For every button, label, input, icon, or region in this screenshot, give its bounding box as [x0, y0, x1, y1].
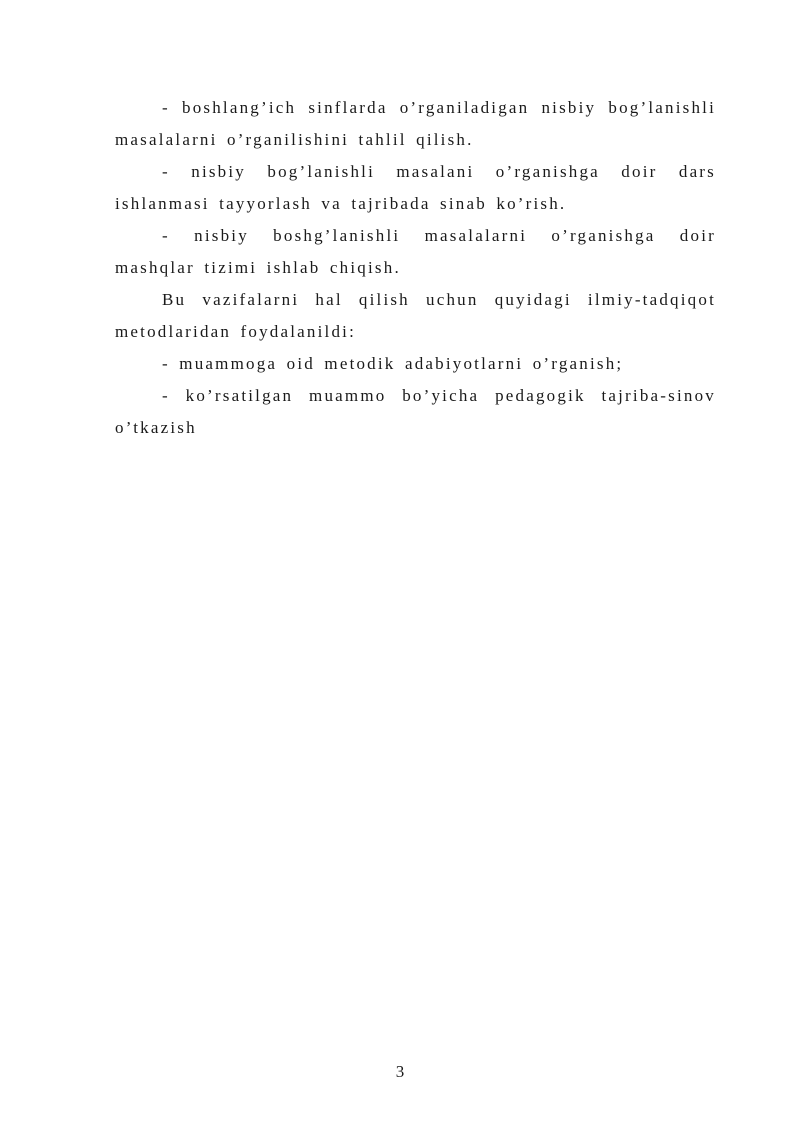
list-item-paragraph: - nisbiy boshg’lanishli masalalarni o’rganishga doir mashqlar tizimi ishlab chiqish.: [115, 226, 716, 277]
page-body: [115, 92, 716, 444]
body-paragraph: Bu vazifalarni hal qilish uchun quyidagi ilmiy-tadqiqot metodlaridan foydalanildi:: [115, 290, 716, 341]
page-number: 3: [395, 1062, 405, 1081]
list-item-paragraph: - nisbiy bog’lanishli masalani o’rganishga doir dars ishlanmasi tayyorlash va tajribada sinab ko’rish.: [115, 162, 716, 213]
list-item-paragraph: - muammoga oid metodik adabiyotlarni o’rganish;: [162, 354, 624, 373]
list-item-paragraph: - boshlang’ich sinflarda o’rganiladigan nisbiy bog’lanishli masalalarni o’rganilishini tahlil qilish.: [115, 98, 716, 149]
list-item-paragraph: - ko’rsatilgan muammo bo’yicha pedagogik tajriba-sinov o’tkazish: [115, 386, 716, 437]
